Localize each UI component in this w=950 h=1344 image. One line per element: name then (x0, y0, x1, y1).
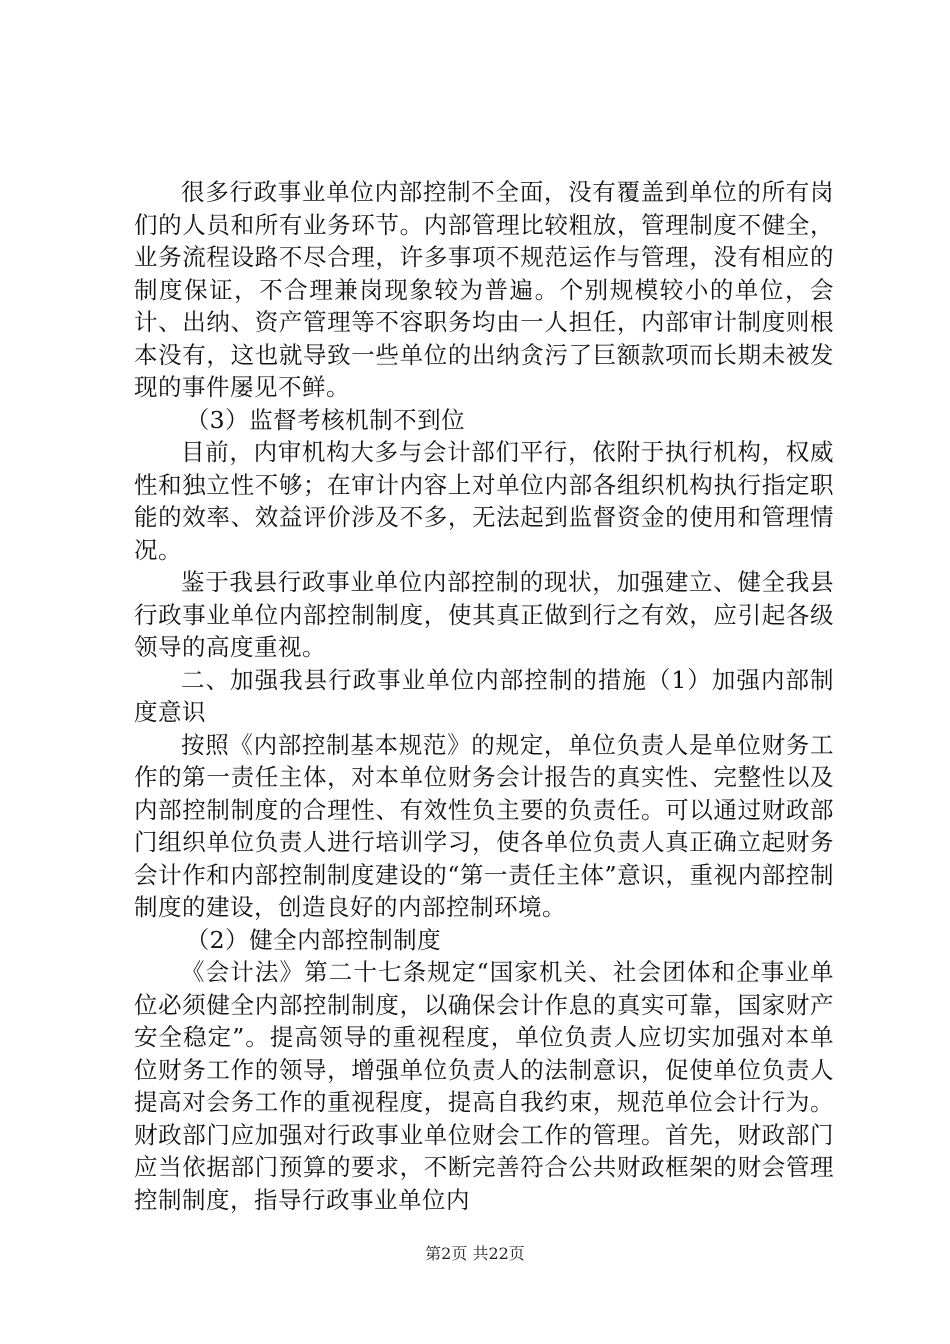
heading-improve-control-system: （2）健全内部控制制度 (185, 925, 442, 954)
paragraph-basic-norms: 按照《内部控制基本规范》的规定，单位负责人是单位财务工作的第一责任主体，对本单位财务会计报告的真实性、完整性以及内部控制制度的合理性、有效性负主要的负责任。可以通过财政部门组织单位负责人进行培训学习，使各单位负责人真正确立起财务会计作和内部控制制度建设的“第一责任主体”意识，重视内部控制制度的建设，创造良好的内部控制环境。 (134, 730, 834, 921)
paragraph-leadership-attention: 鉴于我县行政事业单位内部控制的现状，加强建立、健全我县行政事业单位内部控制制度，使其真正做到行之有效，应引起各级领导的高度重视。 (134, 568, 834, 661)
document-body (134, 176, 834, 1216)
paragraph-accounting-law: 《会计法》第二十七条规定“国家机关、社会团体和企事业单位必须健全内部控制制度，以确保会计作息的真实可靠，国家财产安全稳定”。提高领导的重视程度，单位负责人应切实加强对本单位财务工作的领导，增强单位负责人的法制意识，促使单位负责人提高对会务工作的重视程度，提高自我约束，规范单位会计行为。财政部门应加强对行政事业单位财会工作的管理。首先，财政部门应当依据部门预算的要求，不断完善符合公共财政框架的财会管理控制制度，指导行政事业单位内 (134, 958, 834, 1214)
heading-supervision-mechanism: （3）监督考核机制不到位 (185, 405, 466, 434)
page-number-footer: 第2页 共22页 (425, 1244, 525, 1263)
paragraph-internal-control-incomplete: 很多行政事业单位内部控制不全面，没有覆盖到单位的所有岗们的人员和所有业务环节。内部管理比较粗放，管理制度不健全，业务流程设路不尽合理，许多事项不规范运作与管理，没有相应的制度保证，不合理兼岗现象较为普遍。个别规模较小的单位，会计、出纳、资产管理等不容职务均由一人担任，内部审计制度则根本没有，这也就导致一些单位的出纳贪污了巨额款项而长期未被发现的事件屡见不鲜。 (134, 178, 834, 401)
heading-measures: 二、加强我县行政事业单位内部控制的措施（1）加强内部制度意识 (134, 665, 834, 726)
paragraph-internal-audit: 目前，内审机构大多与会计部们平行，依附于执行机构，权威性和独立性不够；在审计内容上对单位内部各组织机构执行指定职能的效率、效益评价涉及不多，无法起到监督资金的使用和管理情况。 (134, 438, 834, 564)
